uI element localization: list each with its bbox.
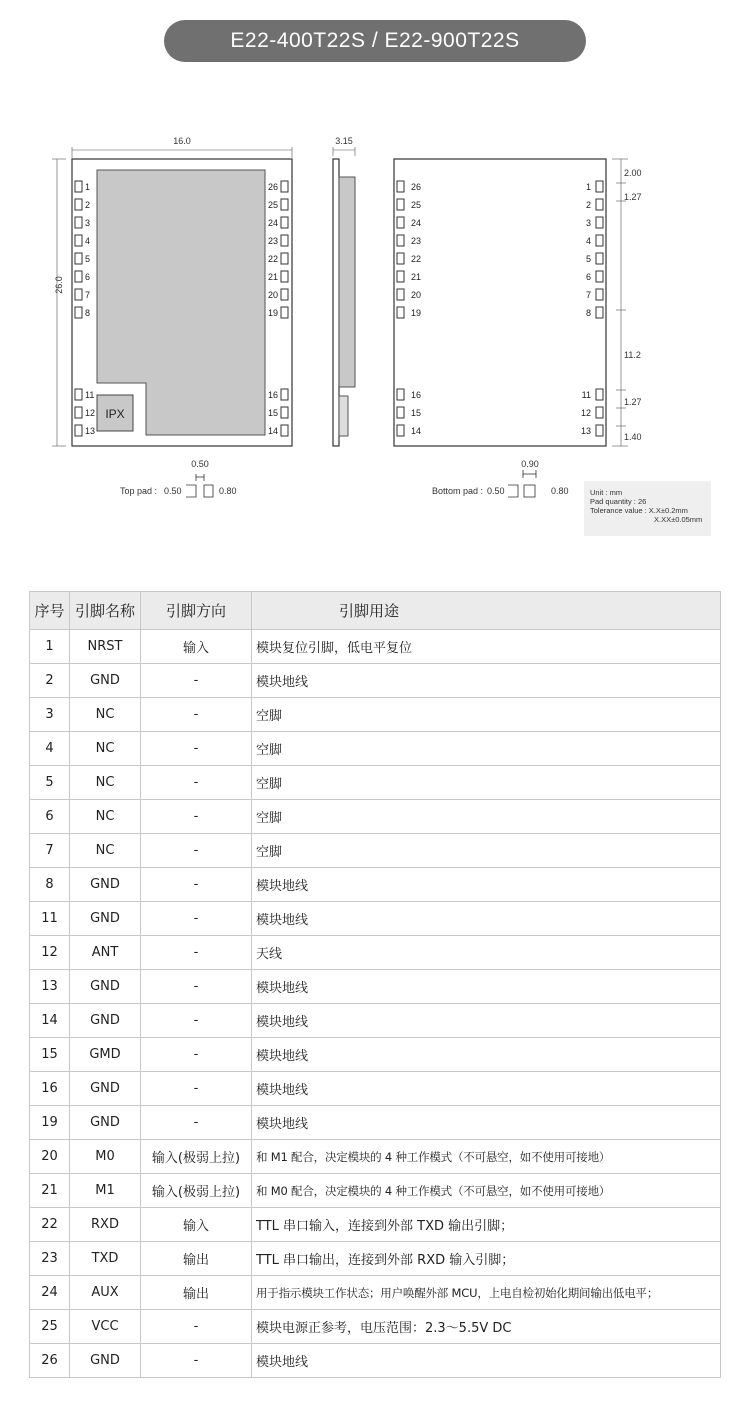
cell-usage: 空脚	[252, 800, 721, 834]
pin-number: 7	[585, 290, 591, 300]
pin-number: 6	[585, 272, 591, 282]
pin-pad	[75, 307, 82, 318]
cell-no: 19	[30, 1106, 70, 1140]
cell-no: 14	[30, 1004, 70, 1038]
top-pad-label: Top pad :	[120, 486, 158, 496]
cell-direction: -	[141, 1344, 252, 1378]
pin-table-header	[30, 592, 721, 630]
pin-number: 4	[585, 236, 591, 246]
pin-number: 12	[580, 408, 591, 418]
cell-no: 22	[30, 1208, 70, 1242]
top-pad-detail	[186, 474, 213, 497]
pin-pad	[397, 289, 404, 300]
cell-no: 23	[30, 1242, 70, 1276]
cell-no: 7	[30, 834, 70, 868]
table-row	[30, 800, 721, 834]
cell-direction: -	[141, 766, 252, 800]
side-thickness-label: 3.15	[335, 136, 353, 146]
pin-number: 14	[411, 426, 422, 436]
pin-pad	[75, 425, 82, 436]
cell-usage: TTL 串口输出，连接到外部 RXD 输入引脚；	[252, 1242, 721, 1276]
pin-pad	[596, 425, 603, 436]
cell-no: 3	[30, 698, 70, 732]
cell-direction: -	[141, 1038, 252, 1072]
cell-name: ANT	[70, 936, 141, 970]
cell-name: NRST	[70, 630, 141, 664]
pin-pad	[397, 181, 404, 192]
cell-no: 12	[30, 936, 70, 970]
table-row	[30, 1276, 721, 1310]
table-row	[30, 1140, 721, 1174]
legend-tolerance: Tolerance value : X.X±0.2mm	[590, 506, 688, 515]
cell-name: NC	[70, 834, 141, 868]
cell-name: RXD	[70, 1208, 141, 1242]
pin-number: 13	[85, 426, 96, 436]
pin-number: 21	[411, 272, 422, 282]
cell-usage: 空脚	[252, 732, 721, 766]
pin-pad	[75, 235, 82, 246]
table-row	[30, 1174, 721, 1208]
cell-no: 5	[30, 766, 70, 800]
pin-number: 4	[85, 236, 91, 246]
cell-name: AUX	[70, 1276, 141, 1310]
pin-pad	[397, 235, 404, 246]
table-row	[30, 732, 721, 766]
cell-name: GND	[70, 1072, 141, 1106]
table-row	[30, 902, 721, 936]
pin-pad	[75, 199, 82, 210]
cell-usage: 模块地线	[252, 1038, 721, 1072]
cell-direction: -	[141, 1072, 252, 1106]
bottom-pad-length: 0.80	[551, 486, 569, 496]
dim-bottom-label: 1.40	[624, 432, 642, 442]
pin-pad	[596, 253, 603, 264]
cell-usage: 空脚	[252, 698, 721, 732]
cell-name: GND	[70, 902, 141, 936]
dim-pitch-label: 1.27	[624, 192, 642, 202]
pin-number: 22	[267, 254, 278, 264]
side-board	[333, 159, 339, 446]
cell-direction: -	[141, 868, 252, 902]
cell-direction: -	[141, 902, 252, 936]
cell-name: VCC	[70, 1310, 141, 1344]
pin-pad	[281, 271, 288, 282]
top-height-label: 26.0	[54, 276, 64, 294]
pin-pad	[281, 253, 288, 264]
pin-number: 16	[267, 390, 278, 400]
top-pad-gap: 0.50	[164, 486, 182, 496]
cell-name: NC	[70, 732, 141, 766]
pin-number: 19	[267, 308, 278, 318]
pin-number: 22	[411, 254, 422, 264]
table-row	[30, 664, 721, 698]
pin-number: 25	[267, 200, 278, 210]
cell-direction: -	[141, 800, 252, 834]
pin-pad	[596, 407, 603, 418]
pin-number: 3	[585, 218, 591, 228]
cell-direction: 输入(极弱上拉)	[141, 1174, 252, 1208]
pin-pad	[596, 289, 603, 300]
bottom-pad-gap: 0.50	[487, 486, 505, 496]
pin-pad	[397, 307, 404, 318]
pin-number: 23	[411, 236, 422, 246]
cell-name: NC	[70, 800, 141, 834]
table-row	[30, 970, 721, 1004]
pin-pad	[397, 253, 404, 264]
pin-number: 14	[267, 426, 278, 436]
cell-no: 25	[30, 1310, 70, 1344]
cell-no: 6	[30, 800, 70, 834]
cell-name: GND	[70, 1004, 141, 1038]
table-row	[30, 834, 721, 868]
cell-usage: 模块地线	[252, 664, 721, 698]
pin-pad	[596, 271, 603, 282]
cell-usage: 模块地线	[252, 868, 721, 902]
cell-direction: -	[141, 970, 252, 1004]
table-row	[30, 1344, 721, 1378]
pin-pad	[75, 181, 82, 192]
pin-number: 15	[411, 408, 422, 418]
pin-pad	[281, 181, 288, 192]
cell-name: GND	[70, 664, 141, 698]
cell-name: TXD	[70, 1242, 141, 1276]
header-name: 引脚名称	[70, 592, 141, 630]
pin-number: 7	[85, 290, 91, 300]
cell-no: 24	[30, 1276, 70, 1310]
pin-pad	[75, 389, 82, 400]
cell-direction: 输入	[141, 630, 252, 664]
cell-direction: 输出	[141, 1276, 252, 1310]
pin-pad	[75, 289, 82, 300]
pin-number: 12	[85, 408, 96, 418]
cell-usage: 空脚	[252, 766, 721, 800]
cell-usage: TTL 串口输入，连接到外部 TXD 输出引脚；	[252, 1208, 721, 1242]
pin-pad	[281, 289, 288, 300]
pin-pad	[397, 271, 404, 282]
pin-pad	[281, 425, 288, 436]
pin-number: 8	[585, 308, 591, 318]
ipx-label: IPX	[105, 407, 125, 421]
pin-number: 11	[85, 390, 95, 400]
dim-pitch2-label: 1.27	[624, 397, 642, 407]
cell-usage: 天线	[252, 936, 721, 970]
table-row	[30, 1310, 721, 1344]
cell-direction: -	[141, 732, 252, 766]
bottom-pad-detail	[508, 470, 536, 497]
pin-number: 24	[411, 218, 422, 228]
pin-table	[29, 591, 721, 1378]
pin-number: 26	[267, 182, 278, 192]
pin-number: 20	[411, 290, 422, 300]
header-no: 序号	[30, 592, 70, 630]
pin-number: 2	[585, 200, 591, 210]
cell-name: GND	[70, 1344, 141, 1378]
page-title: E22-400T22S / E22-900T22S	[164, 20, 586, 62]
cell-no: 13	[30, 970, 70, 1004]
pin-pad	[397, 389, 404, 400]
pin-pad	[75, 407, 82, 418]
pin-number: 26	[411, 182, 422, 192]
pin-pad	[397, 425, 404, 436]
pin-number: 20	[267, 290, 278, 300]
cell-no: 8	[30, 868, 70, 902]
table-row	[30, 868, 721, 902]
pin-number: 21	[267, 272, 278, 282]
pin-pad	[281, 307, 288, 318]
pin-pad	[397, 217, 404, 228]
bottom-pad-label: Bottom pad :	[432, 486, 484, 496]
cell-no: 26	[30, 1344, 70, 1378]
cell-usage: 和 M0 配合，决定模块的 4 种工作模式（不可悬空，如不使用可接地）	[252, 1174, 721, 1208]
pin-number: 1	[585, 182, 591, 192]
cell-no: 2	[30, 664, 70, 698]
pin-pad	[281, 389, 288, 400]
cell-direction: -	[141, 698, 252, 732]
legend-pad-quantity: Pad quantity : 26	[590, 497, 647, 506]
pin-number: 6	[85, 272, 91, 282]
drawing-legend	[584, 481, 711, 536]
cell-direction: 输出	[141, 1242, 252, 1276]
cell-no: 1	[30, 630, 70, 664]
top-pad-width: 0.50	[191, 459, 209, 469]
table-row	[30, 1038, 721, 1072]
bottom-view	[394, 159, 628, 446]
cell-no: 21	[30, 1174, 70, 1208]
cell-name: NC	[70, 766, 141, 800]
pin-number: 19	[411, 308, 422, 318]
table-row	[30, 1004, 721, 1038]
pin-pad	[596, 181, 603, 192]
pin-pad	[281, 235, 288, 246]
cell-usage: 模块复位引脚，低电平复位	[252, 630, 721, 664]
bottom-pad-width: 0.90	[521, 459, 539, 469]
module-outline-bottom	[394, 159, 606, 446]
table-row	[30, 1072, 721, 1106]
side-shield	[339, 177, 355, 387]
pin-pad	[596, 307, 603, 318]
cell-direction: -	[141, 1106, 252, 1140]
pin-pad	[397, 199, 404, 210]
header-direction: 引脚方向	[141, 592, 252, 630]
cell-no: 15	[30, 1038, 70, 1072]
cell-usage: 模块电源正参考，电压范围：2.3～5.5V DC	[252, 1310, 721, 1344]
pin-pad	[75, 253, 82, 264]
cell-no: 20	[30, 1140, 70, 1174]
cell-usage: 用于指示模块工作状态；用户唤醒外部 MCU，上电自检初始化期间输出低电平；	[252, 1276, 721, 1310]
pin-pad	[596, 389, 603, 400]
cell-usage: 模块地线	[252, 1072, 721, 1106]
legend-unit: Unit : mm	[590, 488, 623, 497]
dim-top-label: 2.00	[624, 168, 642, 178]
pin-number: 23	[267, 236, 278, 246]
cell-name: M1	[70, 1174, 141, 1208]
top-width-label: 16.0	[173, 136, 191, 146]
cell-name: GMD	[70, 1038, 141, 1072]
pin-number: 5	[585, 254, 591, 264]
cell-name: NC	[70, 698, 141, 732]
cell-usage: 模块地线	[252, 970, 721, 1004]
pin-pad	[281, 217, 288, 228]
pin-pad	[397, 407, 404, 418]
table-row	[30, 1208, 721, 1242]
table-row	[30, 1106, 721, 1140]
pin-pad	[75, 217, 82, 228]
table-row	[30, 1242, 721, 1276]
cell-direction: -	[141, 1004, 252, 1038]
pin-pad	[75, 271, 82, 282]
table-row	[30, 766, 721, 800]
cell-name: GND	[70, 1106, 141, 1140]
cell-name: M0	[70, 1140, 141, 1174]
pin-number: 5	[85, 254, 91, 264]
pin-number: 15	[267, 408, 278, 418]
cell-direction: 输入	[141, 1208, 252, 1242]
cell-no: 4	[30, 732, 70, 766]
cell-no: 16	[30, 1072, 70, 1106]
cell-name: GND	[70, 970, 141, 1004]
pin-number: 1	[85, 182, 91, 192]
dim-gap-label: 11.2	[624, 350, 641, 360]
legend-tolerance-2: X.XX±0.05mm	[654, 515, 703, 524]
header-usage: 引脚用途	[252, 592, 721, 630]
top-pad-length: 0.80	[219, 486, 237, 496]
cell-direction: -	[141, 1310, 252, 1344]
side-connector	[339, 396, 348, 436]
pin-number: 3	[85, 218, 91, 228]
pin-number: 11	[581, 390, 591, 400]
pin-pad	[596, 235, 603, 246]
cell-usage: 模块地线	[252, 1004, 721, 1038]
cell-direction: -	[141, 664, 252, 698]
cell-name: GND	[70, 868, 141, 902]
cell-direction: -	[141, 834, 252, 868]
pin-pad	[281, 407, 288, 418]
cell-usage: 模块地线	[252, 1344, 721, 1378]
pin-number: 8	[85, 308, 91, 318]
table-row	[30, 698, 721, 732]
cell-no: 11	[30, 902, 70, 936]
pin-number: 25	[411, 200, 422, 210]
cell-usage: 模块地线	[252, 1106, 721, 1140]
cell-direction: -	[141, 936, 252, 970]
cell-usage: 空脚	[252, 834, 721, 868]
pin-number: 13	[580, 426, 591, 436]
pin-pad	[281, 199, 288, 210]
table-row	[30, 936, 721, 970]
cell-usage: 模块地线	[252, 902, 721, 936]
cell-usage: 和 M1 配合，决定模块的 4 种工作模式（不可悬空，如不使用可接地）	[252, 1140, 721, 1174]
pin-number: 24	[267, 218, 278, 228]
pin-pad	[596, 217, 603, 228]
cell-direction: 输入(极弱上拉)	[141, 1140, 252, 1174]
side-view	[333, 147, 355, 446]
pin-number: 2	[85, 200, 91, 210]
pin-number: 16	[411, 390, 422, 400]
pin-pad	[596, 199, 603, 210]
table-row	[30, 630, 721, 664]
